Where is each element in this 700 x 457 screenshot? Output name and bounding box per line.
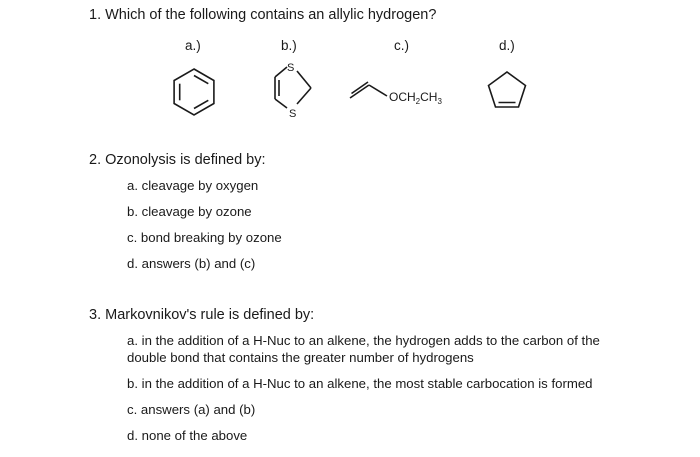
dithiane-structure (275, 62, 311, 120)
q1-label-d: d.) (499, 38, 515, 53)
q3-option-a-line1: a. in the addition of a H-Nuc to an alkene, the hydrogen adds to the carbon of the (127, 333, 600, 348)
q3-option-d[interactable]: d. none of the above (127, 428, 248, 443)
q3-option-a-line2: double bond that contains the greater number of hydrogens (127, 350, 474, 365)
q1-label-a: a.) (185, 38, 201, 53)
q3-option-b[interactable]: b. in the addition of a H-Nuc to an alkene, the most stable carbocation is formed (127, 376, 593, 391)
sulfur-atom-bottom: S (289, 108, 297, 120)
q2-option-d[interactable]: d. answers (b) and (c) (127, 256, 256, 271)
q2-option-c[interactable]: c. bond breaking by ozone (127, 230, 282, 245)
q2-option-b[interactable]: b. cleavage by ozone (127, 204, 252, 219)
cyclopentene-structure (489, 72, 526, 107)
q3-option-c[interactable]: c. answers (a) and (b) (127, 402, 256, 417)
ethoxy-group: $OCH_2CH_3$ (389, 90, 442, 106)
vinyl-ether-structure (350, 82, 442, 106)
q2-option-a[interactable]: a. cleavage by oxygen (127, 178, 259, 193)
benzene-structure (174, 69, 214, 115)
question-1-text: 1. Which of the following contains an allylic hydrogen? (89, 7, 437, 23)
q1-label-c: c.) (394, 38, 409, 53)
q1-structures (0, 0, 700, 160)
q3-option-a[interactable] (127, 333, 600, 365)
question-3-text: 3. Markovnikov's rule is defined by: (89, 307, 315, 323)
q1-label-b: b.) (281, 38, 297, 53)
question-2-text: 2. Ozonolysis is defined by: (89, 152, 266, 168)
sulfur-atom-top: S (287, 62, 295, 74)
